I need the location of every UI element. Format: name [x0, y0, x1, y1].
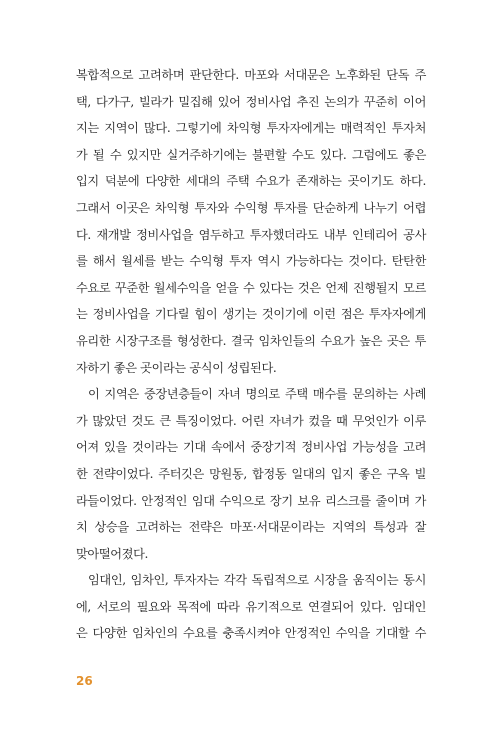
- text-line: 복합적으로 고려하며 판단한다. 마포와 서대문은 노후화된 단독 주: [76, 68, 426, 82]
- text-line: 임대인, 임차인, 투자자는 각각 독립적으로 시장을 움직이는 동시: [88, 573, 426, 588]
- text-line: 이 지역은 중장년층들이 자녀 명의로 주택 매수를 문의하는 사례: [88, 387, 426, 402]
- text-line: 에, 서로의 필요와 목적에 따라 유기적으로 연결되어 있다. 임대인: [76, 599, 426, 614]
- text-line: 입지 덕분에 다양한 세대의 주택 수요가 존재하는 곳이기도 하다.: [76, 174, 426, 189]
- text-line: 를 해서 월세를 받는 수익형 투자 역시 가능하다는 것이다. 탄탄한: [76, 254, 426, 269]
- text-line: 지는 지역이 많다. 그렇기에 차익형 투자자에게는 매력적인 투자처: [76, 121, 426, 136]
- text-line: 는 정비사업을 기다릴 힘이 생기는 것이기에 이런 점은 투자자에게: [76, 307, 426, 322]
- text-line: 자하기 좋은 곳이라는 공식이 성립된다.: [76, 360, 277, 375]
- text-line: 다. 재개발 정비사업을 염두하고 투자했더라도 내부 인테리어 공사: [76, 227, 426, 242]
- text-line: 은 다양한 임차인의 수요를 충족시켜야 안정적인 수익을 기대할 수: [76, 626, 426, 641]
- text-line: 라들이었다. 안정적인 임대 수익으로 장기 보유 리스크를 줄이며 가: [76, 493, 426, 508]
- text-line: 그래서 이곳은 차익형 투자와 수익형 투자를 단순하게 나누기 어렵: [76, 200, 426, 215]
- text-line: 유리한 시장구조를 형성한다. 결국 임차인들의 수요가 높은 곳은 투: [76, 333, 426, 348]
- paragraph: [76, 381, 426, 567]
- page-number: 26: [76, 674, 93, 688]
- body-text: [76, 62, 426, 647]
- text-line: 수요로 꾸준한 월세수익을 얻을 수 있다는 것은 언제 진행될지 모르: [76, 280, 426, 295]
- text-line: 택, 다가구, 빌라가 밀집해 있어 정비사업 추진 논의가 꾸준히 이어: [76, 94, 426, 109]
- paragraph: [76, 567, 426, 647]
- text-line: 어져 있을 것이라는 기대 속에서 중장기적 정비사업 가능성을 고려: [76, 440, 426, 455]
- text-line: 맞아떨어졌다.: [76, 546, 149, 561]
- text-line: 치 상승을 고려하는 전략은 마포·서대문이라는 지역의 특성과 잘: [76, 520, 426, 535]
- text-line: 가 많았던 것도 큰 특징이었다. 어린 자녀가 컸을 때 무엇인가 이루: [76, 413, 426, 428]
- text-line: 가 될 수 있지만 실거주하기에는 불편할 수도 있다. 그럼에도 좋은: [76, 147, 426, 162]
- paragraph: [76, 62, 426, 381]
- text-line: 한 전략이었다. 주터깃은 망원동, 합정동 일대의 입지 좋은 구옥 빌: [76, 466, 426, 481]
